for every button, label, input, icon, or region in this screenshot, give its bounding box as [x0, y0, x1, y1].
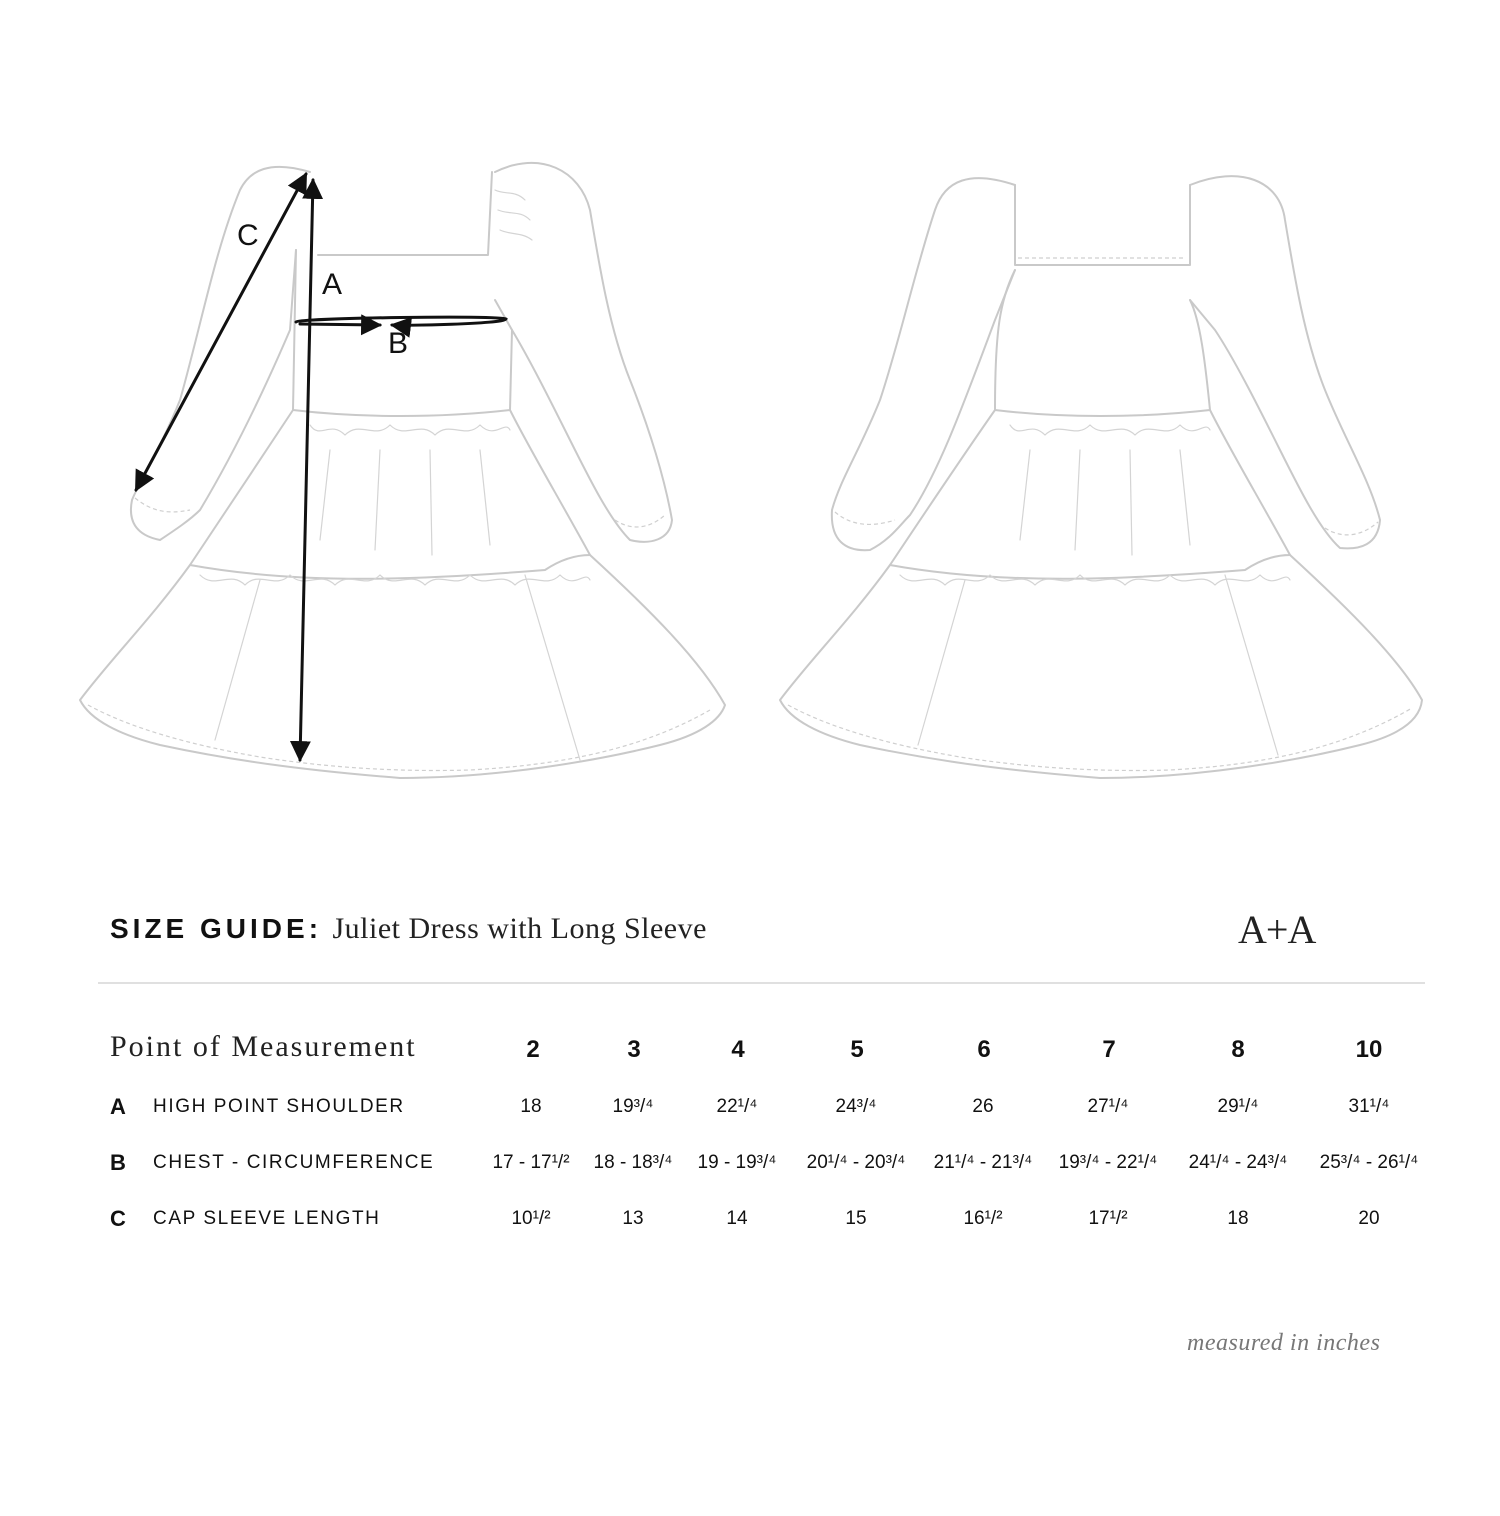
table-cell: 16¹/² [963, 1208, 1003, 1229]
size-header: 7 [1102, 1036, 1116, 1063]
measurement-lines [136, 174, 506, 760]
back-dress-sketch [780, 176, 1422, 778]
row-name: CHEST - CIRCUMFERENCE [153, 1152, 435, 1173]
row-letter: C [110, 1206, 126, 1231]
row-letter: A [110, 1094, 126, 1119]
point-of-measurement-heading: Point of Measurement [110, 1030, 417, 1063]
size-header: 5 [850, 1036, 864, 1063]
table-cell: 15 [845, 1208, 867, 1229]
size-guide-title: SIZE GUIDE: [110, 913, 323, 944]
row-letter: B [110, 1150, 126, 1175]
size-header: 4 [731, 1036, 745, 1063]
table-cell: 31¹/⁴ [1348, 1096, 1390, 1117]
table-cell: 10¹/² [511, 1208, 551, 1229]
size-header: 10 [1355, 1036, 1383, 1063]
point-label-b: B [388, 327, 409, 360]
size-header: 8 [1231, 1036, 1245, 1063]
table-cell: 21¹/⁴ - 21³/⁴ [933, 1152, 1033, 1173]
brand-logo: A+A [1238, 907, 1316, 952]
table-cell: 24¹/⁴ - 24³/⁴ [1188, 1152, 1288, 1173]
table-cell: 19 - 19³/⁴ [697, 1152, 777, 1173]
table-cell: 19³/⁴ [612, 1096, 654, 1117]
row-name: HIGH POINT SHOULDER [153, 1096, 405, 1117]
table-cell: 18 - 18³/⁴ [593, 1152, 673, 1173]
table-cell: 29¹/⁴ [1217, 1096, 1259, 1117]
table-cell: 17¹/² [1088, 1208, 1128, 1229]
table-cell: 20 [1358, 1208, 1380, 1229]
table-cell: 14 [726, 1208, 748, 1229]
table-cell: 26 [972, 1096, 994, 1117]
size-guide-header [110, 907, 1430, 962]
table-cell: 24³/⁴ [835, 1096, 877, 1117]
product-name: Juliet Dress with Long Sleeve [332, 912, 707, 945]
table-cell: 18 [520, 1096, 542, 1117]
table-cell: 18 [1227, 1208, 1249, 1229]
table-cell: 27¹/⁴ [1087, 1096, 1129, 1117]
row-name: CAP SLEEVE LENGTH [153, 1208, 381, 1229]
header-divider [98, 982, 1425, 984]
measure-line-a [300, 180, 313, 760]
size-header: 6 [977, 1036, 991, 1063]
size-header: 3 [627, 1036, 641, 1063]
table-cell: 25³/⁴ - 26¹/⁴ [1319, 1152, 1419, 1173]
size-header: 2 [526, 1036, 540, 1063]
table-cell: 17 - 17¹/² [492, 1152, 570, 1173]
table-cell: 20¹/⁴ - 20³/⁴ [806, 1152, 906, 1173]
table-cell: 22¹/⁴ [716, 1096, 758, 1117]
point-label-c: C [237, 219, 259, 252]
measure-line-c [136, 174, 306, 490]
front-dress-sketch [80, 163, 725, 778]
point-label-a: A [322, 268, 343, 301]
table-cell: 13 [622, 1208, 644, 1229]
units-footnote: measured in inches [1187, 1330, 1381, 1356]
table-cell: 19³/⁴ - 22¹/⁴ [1058, 1152, 1158, 1173]
